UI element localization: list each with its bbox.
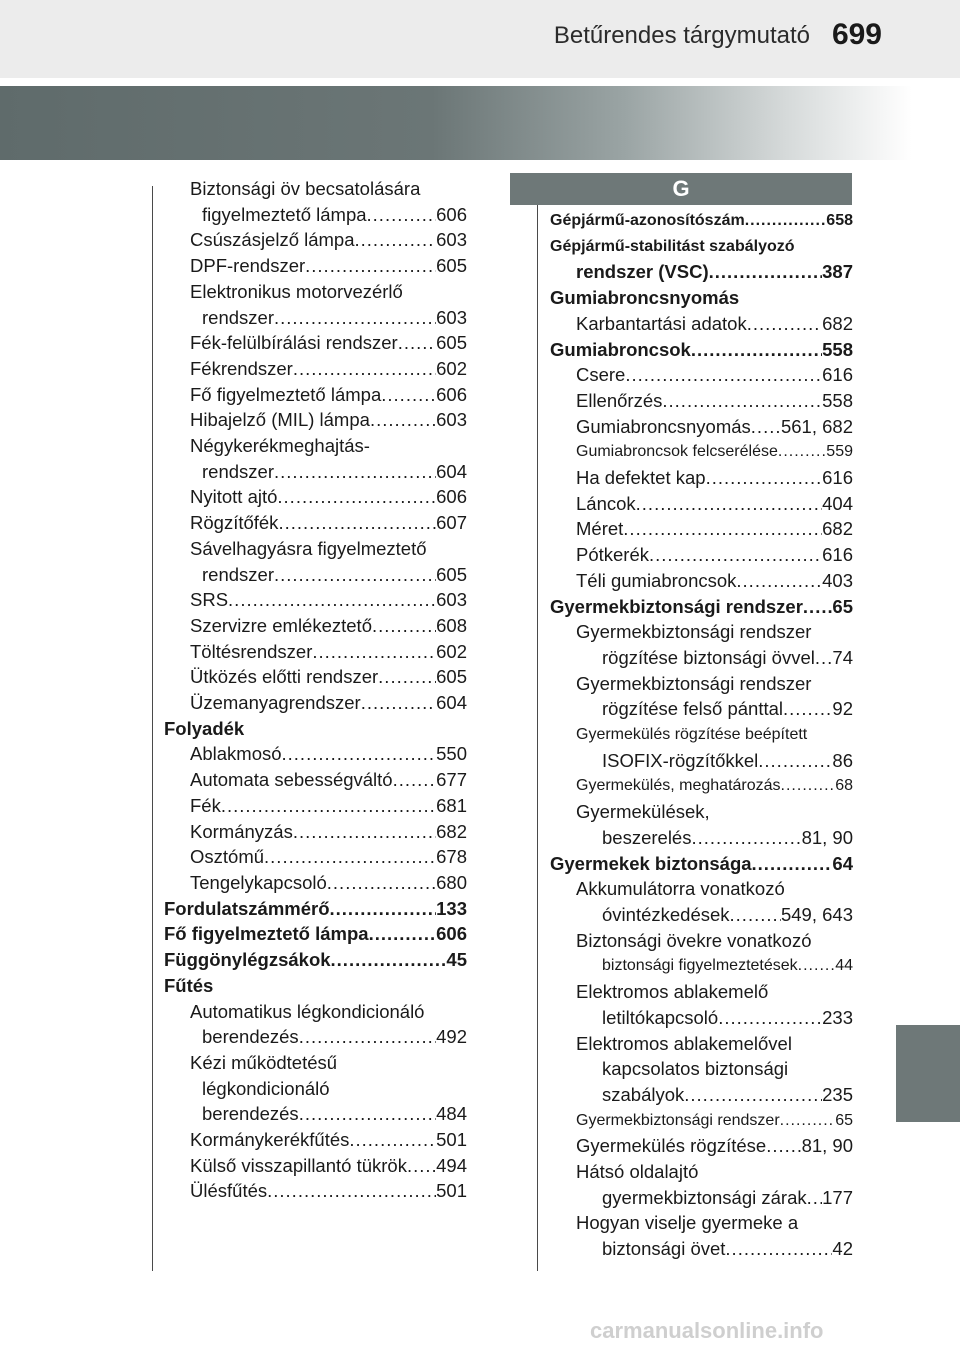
index-entry — [164, 1153, 467, 1179]
index-entry — [164, 176, 467, 202]
index-thumb-tab — [896, 1025, 960, 1122]
index-term: ISOFIX-rögzítőkkel — [602, 749, 759, 771]
page-reference: 561, 682 — [780, 415, 853, 437]
index-term: figyelmeztető lámpa — [202, 203, 367, 225]
index-term: DPF-rendszer — [190, 255, 306, 277]
index-term: Téli gumiabroncsok — [576, 569, 737, 591]
index-term: biztonsági figyelmeztetések — [602, 957, 798, 975]
index-entry — [550, 594, 853, 620]
index-term: Gyermekbiztonsági rendszer — [550, 595, 803, 617]
index-term: Kormányzás — [190, 820, 293, 842]
leader-dots — [305, 253, 436, 279]
page-reference: 387 — [822, 261, 853, 283]
index-entry — [164, 819, 467, 845]
page-reference: 678 — [436, 846, 467, 868]
index-entry — [164, 484, 467, 510]
page-reference: 616 — [822, 544, 853, 566]
index-entry — [550, 645, 853, 671]
page-reference: 606 — [436, 923, 467, 945]
leader-dots — [361, 690, 436, 716]
index-term: Gépjármű-azonosítószám — [550, 212, 745, 229]
index-entry — [550, 465, 853, 491]
leader-dots — [691, 825, 801, 851]
page-reference: 484 — [436, 1103, 467, 1125]
index-entry — [550, 1185, 853, 1211]
leader-dots — [730, 902, 781, 928]
index-entry — [164, 973, 467, 999]
page-reference: 680 — [436, 871, 467, 893]
index-entry — [164, 1076, 467, 1102]
leader-dots — [625, 362, 822, 388]
leader-dots — [299, 1101, 436, 1127]
leader-dots — [684, 1082, 822, 1108]
index-term: Szervizre emlékeztető — [190, 614, 372, 636]
page-reference: 605 — [436, 255, 467, 277]
index-term: rögzítése felső pánttal — [602, 698, 783, 720]
index-term: Csere — [576, 364, 626, 386]
page-reference: 658 — [826, 212, 853, 229]
index-entry — [164, 279, 467, 305]
index-term: Gyermekülés rögzítése beépített — [576, 726, 808, 744]
page-reference: 682 — [436, 820, 467, 842]
leader-dots — [718, 1005, 822, 1031]
index-entry — [164, 921, 467, 947]
leader-dots — [780, 1108, 836, 1134]
page-reference: 559 — [826, 443, 853, 461]
index-term: rögzítése biztonsági övvel — [602, 646, 815, 668]
page-reference: 133 — [436, 897, 467, 919]
leader-dots — [369, 921, 437, 947]
index-term: Akkumulátorra vonatkozó — [576, 878, 785, 900]
index-entry — [164, 382, 467, 408]
page-reference: 616 — [822, 467, 853, 489]
index-term: Külső visszapillantó tükrök — [190, 1154, 407, 1176]
leader-dots — [330, 896, 437, 922]
index-entry — [550, 773, 853, 799]
index-entry — [164, 536, 467, 562]
leader-dots — [331, 947, 447, 973]
index-entry — [164, 793, 467, 819]
page-reference: 605 — [436, 332, 467, 354]
page-reference: 501 — [436, 1129, 467, 1151]
index-entry — [550, 851, 853, 877]
leader-dots — [293, 356, 436, 382]
page-reference: 549, 643 — [780, 903, 853, 925]
index-entry — [550, 1159, 853, 1185]
page-reference: 558 — [822, 389, 853, 411]
page-reference: 603 — [436, 589, 467, 611]
leader-dots — [783, 696, 832, 722]
column-divider-left — [152, 186, 153, 1271]
leader-dots — [274, 562, 436, 588]
index-term: Négykerékmeghajtás- — [190, 435, 370, 457]
index-term: Méret — [576, 518, 624, 540]
leader-dots — [278, 510, 436, 536]
index-entry — [550, 234, 853, 260]
index-term: Tengelykapcsoló — [190, 871, 327, 893]
index-term: Ha defektet kap — [576, 467, 706, 489]
index-term: rendszer — [202, 460, 274, 482]
index-term: Elektronikus motorvezérlő — [190, 280, 403, 302]
leader-dots — [781, 773, 836, 799]
index-term: rendszer (VSC) — [576, 261, 709, 283]
index-entry — [550, 722, 853, 748]
index-entry — [164, 1178, 467, 1204]
index-term: Sávelhagyásra figyelmeztető — [190, 537, 427, 559]
index-term: Hogyan viselje gyermeke a — [576, 1212, 799, 1234]
leader-dots — [274, 459, 436, 485]
page-reference: 677 — [436, 769, 467, 791]
index-term: Csúszásjelző lámpa — [190, 229, 355, 251]
index-term: légkondicionáló — [202, 1077, 330, 1099]
index-term: Üzemanyagrendszer — [190, 692, 361, 714]
index-entry — [164, 1024, 467, 1050]
page-reference: 682 — [822, 518, 853, 540]
index-entry — [550, 1210, 853, 1236]
index-entry — [164, 202, 467, 228]
index-term: Gépjármű-stabilitást szabályozó — [550, 237, 795, 255]
index-term: letiltókapcsoló — [602, 1006, 719, 1028]
column-divider-middle — [537, 186, 538, 1271]
index-entry — [550, 388, 853, 414]
index-entry — [550, 748, 853, 774]
index-term: Karbantartási adatok — [576, 312, 747, 334]
index-entry — [550, 953, 853, 979]
page-reference: 65 — [832, 595, 853, 617]
index-term: Pótkerék — [576, 544, 650, 566]
index-term: Fék — [190, 794, 221, 816]
page-number: 699 — [831, 18, 882, 51]
index-entry — [550, 1005, 853, 1031]
leader-dots — [407, 1153, 436, 1179]
page-reference: 603 — [436, 306, 467, 328]
index-entry — [164, 767, 467, 793]
leader-dots — [751, 414, 781, 440]
page-reference: 92 — [832, 698, 853, 720]
page-reference: 603 — [436, 229, 467, 251]
index-entry — [550, 902, 853, 928]
index-term: Biztonsági övekre vonatkozó — [576, 929, 812, 951]
index-entry — [550, 311, 853, 337]
index-term: beszerelés — [602, 826, 692, 848]
page-reference: 603 — [436, 409, 467, 431]
decorative-banner — [0, 86, 960, 160]
index-term: Hátsó oldalajtó — [576, 1161, 699, 1183]
letter-heading: G — [510, 173, 852, 205]
index-term: Fűtés — [164, 974, 214, 996]
leader-dots — [228, 587, 436, 613]
index-term: Gyermekbiztonsági rendszer — [576, 1111, 780, 1129]
index-entry — [550, 619, 853, 645]
page-reference: 558 — [822, 338, 853, 360]
leader-dots — [736, 568, 822, 594]
index-term: Folyadék — [164, 717, 245, 739]
section-title: Betűrendes tárgymutató — [553, 22, 810, 49]
index-term: Osztómű — [190, 846, 265, 868]
index-entry — [164, 870, 467, 896]
leader-dots — [798, 953, 836, 979]
index-entry — [550, 825, 853, 851]
index-term: Ütközés előtti rendszer — [190, 666, 379, 688]
index-column-left — [164, 176, 467, 1204]
index-entry — [164, 741, 467, 767]
index-term: Töltésrendszer — [190, 640, 313, 662]
index-column-right — [550, 208, 853, 1262]
index-entry — [550, 337, 853, 363]
index-entry — [550, 362, 853, 388]
index-entry — [164, 639, 467, 665]
index-entry — [164, 716, 467, 742]
page-reference: 606 — [436, 383, 467, 405]
leader-dots — [709, 259, 823, 285]
index-entry — [164, 356, 467, 382]
index-entry — [550, 542, 853, 568]
leader-dots — [378, 664, 436, 690]
leader-dots — [393, 767, 437, 793]
page-reference: 64 — [832, 852, 853, 874]
index-entry — [550, 516, 853, 542]
index-term: Rögzítőfék — [190, 512, 279, 534]
index-entry — [164, 690, 467, 716]
page-reference: 682 — [822, 312, 853, 334]
index-term: gyermekbiztonsági zárak — [602, 1186, 807, 1208]
watermark: carmanualsonline.info — [590, 1318, 824, 1343]
page-reference: 403 — [822, 569, 853, 591]
index-term: Fékrendszer — [190, 357, 293, 379]
page-reference: 681 — [436, 794, 467, 816]
index-entry — [550, 259, 853, 285]
index-term: Ülésfűtés — [190, 1180, 268, 1202]
index-term: Elektromos ablakemelő — [576, 981, 769, 1003]
leader-dots — [766, 1133, 801, 1159]
page-reference: 608 — [436, 614, 467, 636]
leader-dots — [745, 208, 827, 234]
index-term: Elektromos ablakemelővel — [576, 1032, 792, 1054]
index-entry — [164, 433, 467, 459]
leader-dots — [355, 227, 437, 253]
leader-dots — [649, 542, 822, 568]
page-reference: 65 — [835, 1111, 853, 1129]
leader-dots — [725, 1236, 832, 1262]
leader-dots — [706, 465, 823, 491]
index-term: Gumiabroncsnyomás — [576, 415, 751, 437]
index-entry — [550, 414, 853, 440]
index-entry — [550, 568, 853, 594]
page-reference: 605 — [436, 666, 467, 688]
index-entry — [550, 979, 853, 1005]
leader-dots — [267, 1178, 436, 1204]
index-term: Fő figyelmeztető lámpa — [190, 383, 382, 405]
index-entry — [164, 305, 467, 331]
index-entry — [164, 1050, 467, 1076]
leader-dots — [370, 407, 436, 433]
index-term: szabályok — [602, 1083, 685, 1105]
leader-dots — [274, 305, 436, 331]
index-term: Hibajelző (MIL) lámpa — [190, 409, 370, 431]
index-term: Automata sebességváltó — [190, 769, 393, 791]
index-entry — [550, 285, 853, 311]
index-term: Gyermekülés rögzítése — [576, 1135, 767, 1157]
index-term: rendszer — [202, 306, 274, 328]
page-header-bar — [0, 0, 960, 78]
page-reference: 616 — [822, 364, 853, 386]
page-reference: 606 — [436, 203, 467, 225]
leader-dots — [293, 819, 436, 845]
page-reference: 494 — [436, 1154, 467, 1176]
index-term: Kormánykerékfűtés — [190, 1129, 350, 1151]
leader-dots — [381, 382, 436, 408]
index-entry — [550, 1031, 853, 1057]
page-reference: 74 — [832, 646, 853, 668]
leader-dots — [282, 741, 437, 767]
index-term: Ablakmosó — [190, 743, 282, 765]
leader-dots — [312, 639, 436, 665]
index-term: Függönylégzsákok — [164, 949, 331, 971]
page-reference: 177 — [822, 1186, 853, 1208]
index-term: kapcsolatos biztonsági — [602, 1058, 789, 1080]
page-reference: 550 — [436, 743, 467, 765]
index-entry — [550, 208, 853, 234]
index-term: Gyermekülések, — [576, 801, 710, 823]
index-term: berendezés — [202, 1026, 299, 1048]
page-reference: 602 — [436, 640, 467, 662]
page-reference: 501 — [436, 1180, 467, 1202]
index-term: Kézi működtetésű — [190, 1051, 338, 1073]
leader-dots — [349, 1127, 436, 1153]
leader-dots — [299, 1024, 436, 1050]
page-reference: 602 — [436, 357, 467, 379]
page-reference: 42 — [832, 1238, 853, 1260]
page-reference: 233 — [822, 1006, 853, 1028]
index-entry — [550, 671, 853, 697]
index-term: Automatikus légkondicionáló — [190, 1000, 425, 1022]
index-term: Gumiabroncsok felcserélése — [576, 443, 778, 461]
leader-dots — [277, 484, 436, 510]
index-term: Gumiabroncsok — [550, 338, 691, 360]
page-reference: 235 — [822, 1083, 853, 1105]
index-entry — [550, 799, 853, 825]
leader-dots — [636, 491, 822, 517]
page-reference: 606 — [436, 486, 467, 508]
index-entry — [164, 510, 467, 536]
index-term: óvintézkedések — [602, 903, 730, 925]
index-entry — [164, 227, 467, 253]
index-term: Gyermekek biztonsága — [550, 852, 752, 874]
index-entry — [164, 407, 467, 433]
index-entry — [164, 459, 467, 485]
index-term: Ellenőrzés — [576, 389, 663, 411]
index-term: Gyermekbiztonsági rendszer — [576, 621, 812, 643]
index-term: Gyermekülés, meghatározás — [576, 777, 781, 795]
index-term: Fő figyelmeztető lámpa — [164, 923, 369, 945]
index-entry — [164, 844, 467, 870]
index-term: Nyitott ajtó — [190, 486, 278, 508]
leader-dots — [758, 748, 832, 774]
index-entry — [164, 330, 467, 356]
index-entry — [164, 947, 467, 973]
index-entry — [550, 1082, 853, 1108]
index-entry — [550, 1108, 853, 1134]
index-entry — [164, 896, 467, 922]
index-term: Fék-felülbírálási rendszer — [190, 332, 398, 354]
leader-dots — [264, 844, 436, 870]
leader-dots — [815, 645, 833, 671]
page-reference: 492 — [436, 1026, 467, 1048]
leader-dots — [327, 870, 436, 896]
page-reference: 605 — [436, 563, 467, 585]
index-term: rendszer — [202, 563, 274, 585]
index-entry — [164, 1127, 467, 1153]
index-entry — [164, 562, 467, 588]
index-term: Láncok — [576, 492, 636, 514]
page-reference: 44 — [835, 957, 853, 975]
index-entry — [550, 876, 853, 902]
page-reference: 604 — [436, 692, 467, 714]
page-reference: 607 — [436, 512, 467, 534]
page-reference: 68 — [835, 777, 853, 795]
leader-dots — [691, 337, 822, 363]
index-entry — [550, 439, 853, 465]
leader-dots — [623, 516, 822, 542]
index-term: Gumiabroncsnyomás — [550, 287, 740, 309]
leader-dots — [803, 594, 833, 620]
index-entry — [164, 664, 467, 690]
index-entry — [550, 696, 853, 722]
leader-dots — [367, 202, 437, 228]
page-reference: 404 — [822, 492, 853, 514]
index-entry — [164, 1101, 467, 1127]
index-entry — [164, 253, 467, 279]
index-entry — [550, 1056, 853, 1082]
leader-dots — [752, 851, 833, 877]
leader-dots — [398, 330, 436, 356]
leader-dots — [662, 388, 822, 414]
page-reference: 81, 90 — [801, 1135, 853, 1157]
index-entry — [550, 491, 853, 517]
page-reference: 81, 90 — [801, 826, 853, 848]
page-reference: 604 — [436, 460, 467, 482]
index-entry — [164, 613, 467, 639]
page-reference: 45 — [446, 949, 467, 971]
index-term: biztonsági övet — [602, 1238, 726, 1260]
leader-dots — [372, 613, 436, 639]
index-entry — [164, 999, 467, 1025]
leader-dots — [221, 793, 436, 819]
index-entry — [164, 587, 467, 613]
index-term: SRS — [190, 589, 229, 611]
leader-dots — [778, 439, 826, 465]
index-term: Biztonsági öv becsatolására — [190, 178, 421, 199]
index-entry — [550, 1133, 853, 1159]
page-reference: 86 — [832, 749, 853, 771]
index-term: Fordulatszámmérő — [164, 897, 330, 919]
leader-dots — [747, 311, 822, 337]
index-term: Gyermekbiztonsági rendszer — [576, 672, 812, 694]
index-entry — [550, 1236, 853, 1262]
leader-dots — [807, 1185, 823, 1211]
index-term: berendezés — [202, 1103, 299, 1125]
index-entry — [550, 928, 853, 954]
